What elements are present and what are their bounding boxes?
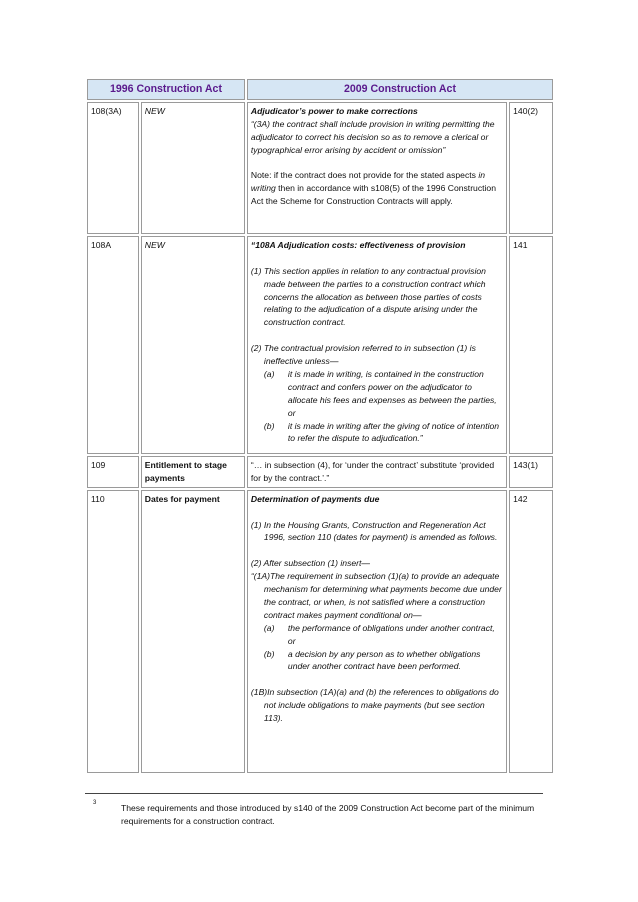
paragraph-marker: (b): [263, 420, 275, 431]
provision-paragraph: [251, 648, 503, 674]
ref-cell: 140(2): [509, 102, 553, 234]
provision-cell: [247, 490, 507, 773]
paragraph-text: it is made in writing, is contained in the construction contract and confers power on the adjudicator to allocate his fees and expenses as between the parties, or: [287, 368, 497, 418]
title-cell: NEW: [141, 102, 245, 234]
provision-note: [251, 169, 503, 208]
section-cell: 110: [87, 490, 139, 773]
provision-paragraph: [251, 420, 503, 446]
note-emphasis: in writing: [250, 170, 486, 194]
note-text: Note: if the contract does not provide for the stated aspects: [250, 170, 479, 181]
provision-subsection: (1) This section applies in relation to any contractual provision made between the parties to a construction contract which concerns the allocation as between those parties of costs relating to the adjudication of a dispute arising under the construction contract.: [250, 265, 486, 328]
paragraph-marker: (b): [263, 648, 275, 659]
section-cell: 108(3A): [87, 102, 139, 234]
title-cell: Entitlement to stage payments: [141, 456, 245, 488]
note-text: then in accordance with s108(5) of the 1996 Construction Act the Scheme for Construction Contracts will apply.: [250, 183, 496, 207]
ref-cell: 141: [509, 236, 553, 454]
footnote-text: These requirements and those introduced by s140 of the 2009 Construction Act become part of the minimum requirements for a construction contract.: [121, 803, 535, 826]
paragraph-text: it is made in writing after the giving of notice of intention to refer the dispute to adjudication.”: [287, 420, 500, 444]
provision-cell: [247, 236, 507, 454]
paragraph-marker: (a): [263, 368, 275, 379]
provision-heading: Determination of payments due: [250, 493, 380, 504]
footnote-divider: [85, 793, 543, 794]
footnote-number: 3: [93, 800, 97, 806]
provision-paragraph: [251, 368, 503, 420]
section-cell: 108A: [87, 236, 139, 454]
provision-subsection: (1B)In subsection (1A)(a) and (b) the references to obligations do not include obligations to make payments (but see section 113).: [250, 687, 499, 724]
provision-heading: “108A Adjudication costs: effectiveness of provision: [250, 239, 466, 250]
section-cell: 109: [87, 456, 139, 488]
table-header-row: [87, 79, 553, 100]
provision-text: “(3A) the contract shall include provision in writing permitting the adjudicator to correct his decision so as to remove a clerical or typographical error arising by accident or omission”: [250, 118, 495, 155]
provision-cell: “… in subsection (4), for ‘under the contract’ substitute ‘provided for by the contract.’.”: [247, 456, 507, 488]
provision-cell: [247, 102, 507, 234]
table-row: [87, 236, 553, 454]
header-2009-act: 2009 Construction Act: [247, 79, 553, 100]
provision-subsection: (2) After subsection (1) insert—: [250, 558, 371, 569]
provision-subsection: (1) In the Housing Grants, Construction and Regeneration Act 1996, section 110 (dates for payment) is amended as follows.: [250, 519, 498, 543]
paragraph-text: the performance of obligations under another contract, or: [287, 622, 495, 646]
table-row: [87, 456, 553, 488]
table-row: [87, 102, 553, 234]
provision-subsection: (2) The contractual provision referred to in subsection (1) is ineffective unless—: [250, 343, 476, 367]
paragraph-text: a decision by any person as to whether obligations under another contract have been performed.: [287, 648, 481, 672]
table-row: [87, 490, 553, 773]
provision-subsection: “(1A)The requirement in subsection (1)(a) to provide an adequate mechanism for determining what payments become due under the contract, or when, is not satisfied where a construction contract makes payment conditional on—: [250, 571, 502, 620]
provision-paragraph: [251, 622, 503, 648]
title-cell: NEW: [141, 236, 245, 454]
provision-heading: Adjudicator’s power to make corrections: [250, 105, 418, 116]
title-cell: Dates for payment: [141, 490, 245, 773]
comparison-table: [85, 77, 555, 775]
paragraph-marker: (a): [263, 622, 275, 633]
header-1996-act: 1996 Construction Act: [87, 79, 245, 100]
ref-cell: 143(1): [509, 456, 553, 488]
ref-cell: 142: [509, 490, 553, 773]
